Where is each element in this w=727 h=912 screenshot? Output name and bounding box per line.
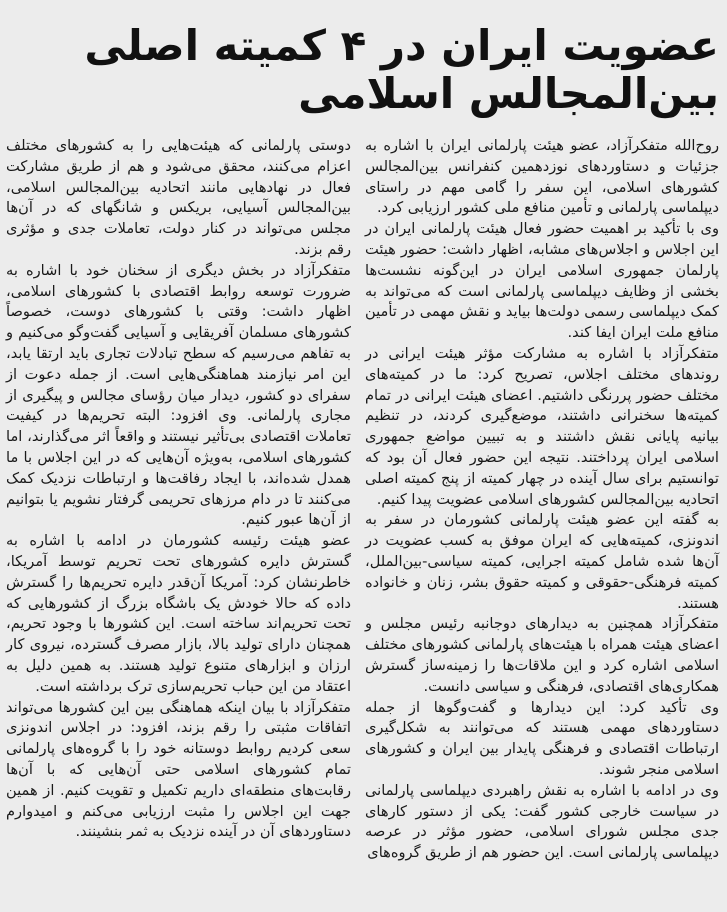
article-column-right bbox=[365, 136, 719, 864]
paragraph: وی تأکید کرد: این دیدارها و گفت‌وگوها از جمله دستاوردهای مهمی هستند که می‌توانند به شکل‌گیری ارتباطات اقتصادی و فرهنگی پایدار بین ایران و کشورهای اسلامی منجر شوند. bbox=[365, 698, 719, 778]
paragraph: روح‌الله متفکرآزاد، عضو هیئت پارلمانی ایران با اشاره به جزئیات و دستاوردهای نوزدهمین کنفرانس بین‌المجالس کشورهای اسلامی، این سفر را گامی مهم در راستای دیپلماسی پارلمانی و تأمین منافع ملی کشور ارزیابی کرد. bbox=[365, 137, 719, 217]
headline-line-1: عضویت ایران در ۴ کمیته اصلی bbox=[84, 21, 719, 70]
paragraph: عضو هیئت رئیسه کشورمان در ادامه با اشاره به گسترش دایره کشورهای تحت تحریم توسط آمریکا، خاطرنشان کرد: آمریکا آن‌قدر دایره تحریم‌ها را گسترش داده که حالا خودش یک باشگاه بزرگ از کشورهایی که تحت تحریم‌اند ساخته است. این کشورها با وجود تحریم، همچنان دارای تولید بالا، بازار مصرف گسترده، نیروی کار ارزان و ابزارهای متنوع تولید هستند. به همین دلیل به اعتقاد من این حباب تحریم‌سازی ترک برداشته است. bbox=[6, 532, 351, 695]
paragraph: دوستی پارلمانی که هیئت‌هایی را به کشورهای مختلف اعزام می‌کنند، محقق می‌شود و هم از طریق مشارکت فعال در نهادهایی مانند اتحادیه بین‌المجالس اسلامی، بین‌المجالس آسیایی، بریکس و شانگهای که در آن‌ها مجلس می‌تواند در کنار دولت، تعاملات جدی و مؤثری رقم بزند. bbox=[6, 137, 351, 258]
headline-line-2: بین‌المجالس اسلامی bbox=[298, 69, 719, 118]
paragraph: متفکرآزاد همچنین به دیدارهای دوجانبه رئیس مجلس و اعضای هیئت همراه با هیئت‌های پارلمانی کشورهای مختلف اسلامی اشاره کرد و این ملاقات‌ها را زمینه‌ساز گسترش همکاری‌های اقتصادی، فرهنگی و سیاسی دانست. bbox=[365, 615, 719, 695]
paragraph: متفکرآزاد با بیان اینکه هماهنگی بین این کشورها می‌تواند اتفاقات مثبتی را رقم بزند، افزود: در اجلاس اندونزی سعی کردیم روابط دوستانه خود را با گروه‌های پارلمانی تمام کشورهای اسلامی حتی آن‌هایی که با آن‌ها رقابت‌های منطقه‌ای داریم تکمیل و تقویت کنیم. از همین جهت این اجلاس را مثبت ارزیابی می‌کنم و امیدوارم دستاوردهای آن در آینده نزدیک به ثمر بنشینند. bbox=[6, 698, 351, 841]
paragraph: متفکرآزاد در بخش دیگری از سخنان خود با اشاره به ضرورت توسعه روابط اقتصادی با کشورهای اسلامی، اظهار داشت: وقتی با کشورهای دوست، خصوصاً کشورهای مسلمان آفریقایی و آسیایی گفت‌وگو می‌کنیم و به تفاهم می‌رسیم که سطح تبادلات تجاری باید ارتقا یابد، این امر نیازمند هماهنگی‌هایی است. از جمله دعوت از سفرای دو کشور، دیدار میان رؤسای مجالس و پیگیری از مجاری پارلمانی. وی افزود: البته تحریم‌ها در کیفیت تعاملات اقتصادی بی‌تأثیر نیستند و واقعاً اثر می‌گذارند، اما کشورهای اسلامی، به‌ویژه آن‌هایی که در این اجلاس با ما همدل شده‌اند، با ایجاد رفاقت‌ها و ارتباطات نزدیک کمک می‌کنند تا در دام مرزهای تحریمی گرفتار نشویم یا بتوانیم از آن‌ها عبور کنیم. bbox=[6, 261, 351, 529]
article-column-left bbox=[6, 136, 351, 843]
paragraph: به گفته این عضو هیئت پارلمانی کشورمان در سفر به اندونزی، کمیته‌هایی که ایران موفق به کسب عضویت در آن‌ها شده شامل کمیته اجرایی، کمیته سیاسی-بین‌الملل، کمیته فرهنگی-حقوقی و کمیته حقوق بشر، زنان و خانواده هستند. bbox=[365, 511, 719, 612]
headline bbox=[84, 21, 719, 118]
paragraph: متفکرآزاد با اشاره به مشارکت مؤثر هیئت ایرانی در روندهای مختلف اجلاس، تصریح کرد: ما در کمیته‌های مختلف حضور پررنگی داشتیم. اعضای هیئت ایرانی در تمام کمیته‌ها سخنرانی داشتند، موضع‌گیری کردند، در تنظیم بیانیه پایانی نقش داشتند و به تبیین مواضع جمهوری اسلامی ایران پرداختند. نتیجه این حضور فعال آن بود که توانستیم برای سال آینده در چهار کمیته از پنج کمیته اصلی اتحادیه بین‌المجالس کشورهای اسلامی عضویت پیدا کنیم. bbox=[365, 344, 719, 508]
paragraph: وی در ادامه با اشاره به نقش راهبردی دیپلماسی پارلمانی در سیاست خارجی کشور گفت: یکی از دستور کارهای جدی مجلس شورای اسلامی، حضور مؤثر در عرصه دیپلماسی پارلمانی است. این حضور هم از طریق گروه‌های bbox=[365, 781, 719, 862]
paragraph: وی با تأکید بر اهمیت حضور فعال هیئت پارلمانی ایران در این اجلاس و اجلاس‌های مشابه، اظهار داشت: حضور هیئت پارلمان جمهوری اسلامی ایران در این‌گونه نشست‌ها بخشی از وظایف دیپلماسی پارلمانی است که می‌تواند به کمک دیپلماسی رسمی دولت‌ها بیاید و نقش مهمی در تأمین منافع ملت ایران ایفا کند. bbox=[365, 220, 719, 342]
